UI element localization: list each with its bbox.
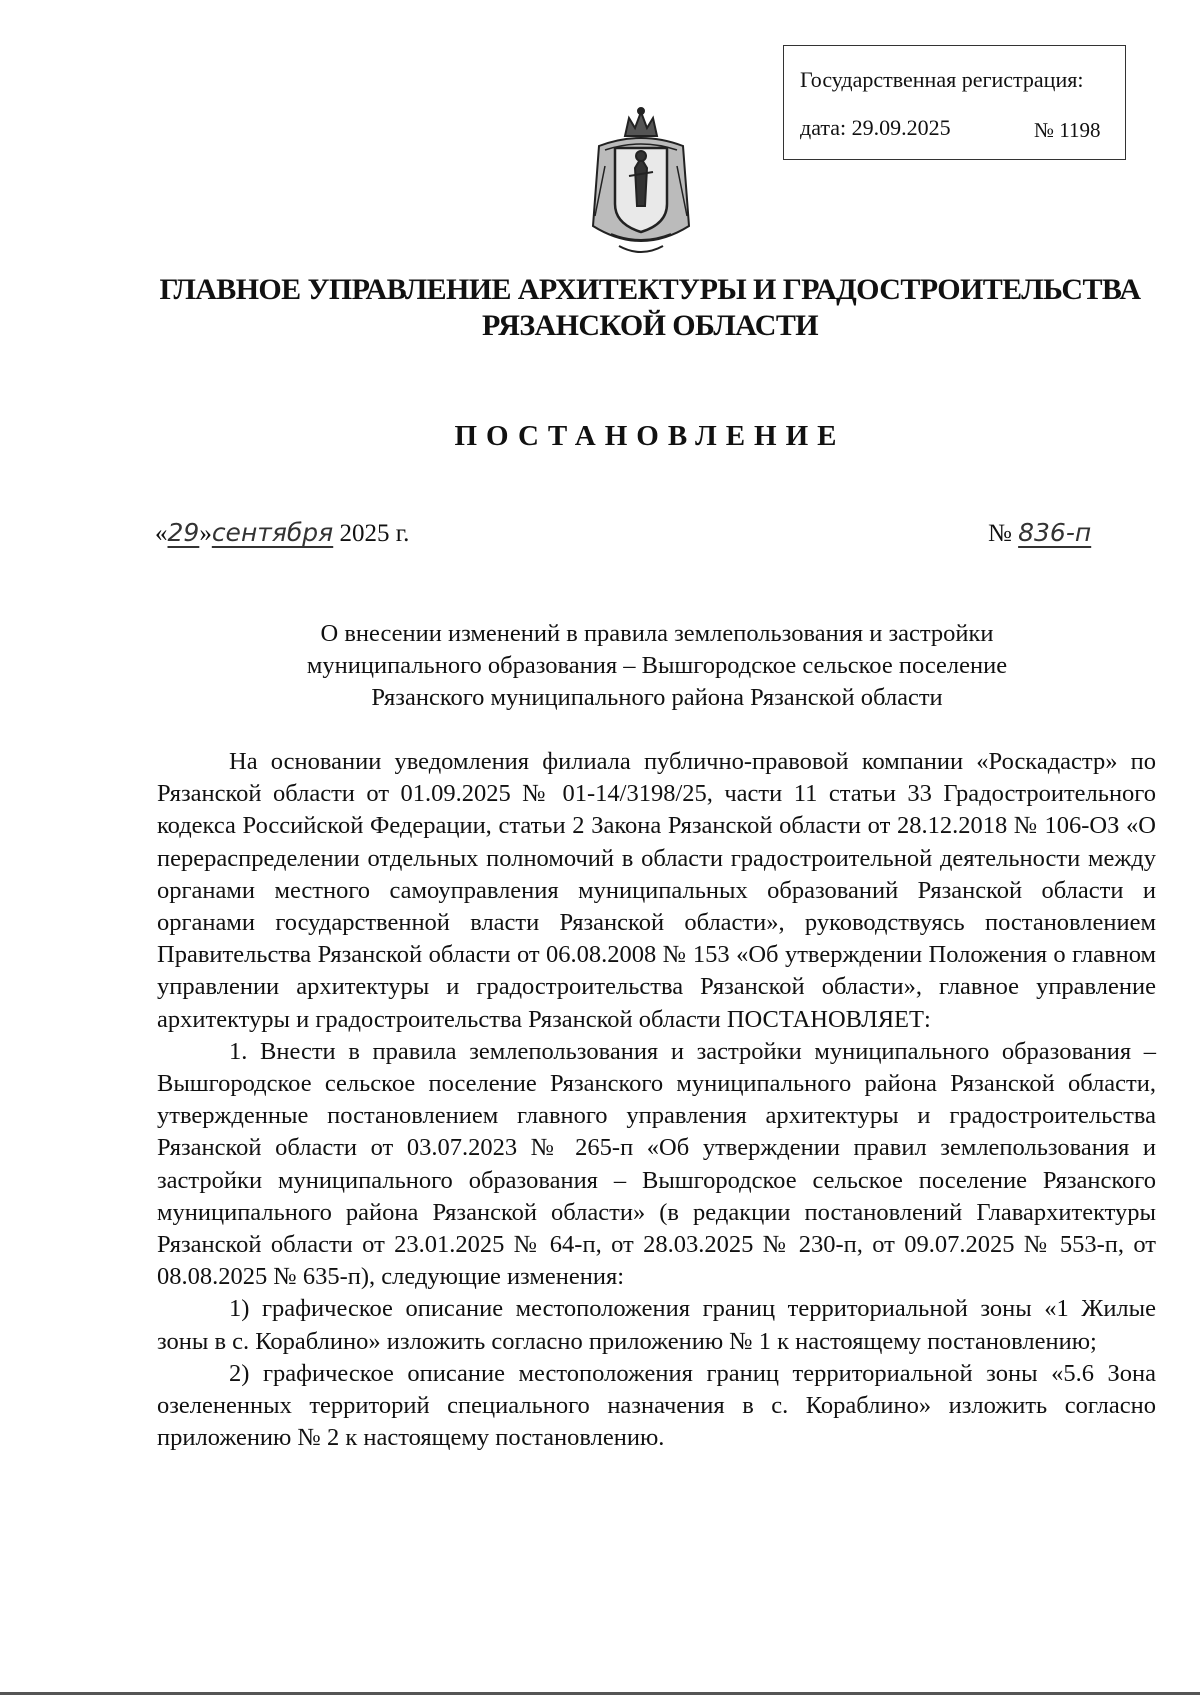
date-close-quote: » (199, 520, 212, 547)
date-month-handwritten: сентября (211, 518, 334, 547)
date-year: 2025 г. (339, 520, 410, 547)
subitem-2-paragraph: 2) графическое описание местоположения границ территориальной зоны «5.6 Зона озелененных территорий специального назначения в с. Кораблино» изложить согласно приложению № 2 к настоящему постановлению. (157, 1359, 1156, 1452)
subject-line2: муниципального образования – Вышгородское сельское поселение (306, 652, 1008, 679)
agency-name-line1: ГЛАВНОЕ УПРАВЛЕНИЕ АРХИТЕКТУРЫ И ГРАДОСТРОИТЕЛЬСТВА (159, 273, 1141, 306)
subitem-1-paragraph: 1) графическое описание местоположения границ территориальной зоны «1 Жилые зоны в с. Кораблино» изложить согласно приложению № 1 к настоящему постановлению; (157, 1295, 1156, 1355)
agency-name-line2: РЯЗАНСКОЙ ОБЛАСТИ (482, 309, 818, 342)
subject-line1: О внесении изменений в правила землепользования и застройки (320, 620, 994, 647)
coat-of-arms-icon (585, 106, 697, 264)
registration-title: Государственная регистрация: (800, 67, 1084, 92)
item-1-paragraph: 1. Внести в правила землепользования и застройки муниципального образования – Вышгородское сельское поселение Рязанского муниципального района Рязанской области, утвержденные постановлением главного управления архитектуры и градостроительства Рязанской области от 03.07.2023 № 265-п «Об утверждении правил землепользования и застройки муниципального образования – Вышгородское сельское поселение Рязанского муниципального района Рязанской области» (в редакции постановлений Главархитектуры Рязанской области от 23.01.2025 № 64-п, от 28.03.2025 № 230-п, от 09.07.2025 № 553-п, от 08.08.2025 № 635-п), следующие изменения: (157, 1037, 1156, 1291)
preamble-paragraph: На основании уведомления филиала публично-правовой компании «Роскадастр» по Рязанской области от 01.09.2025 № 01-14/3198/25, части 11 статьи 33 Градостроительного кодекса Российской Федерации, статьи 2 Закона Рязанской области от 28.12.2018 № 106-ОЗ «О перераспределении отдельных полномочий в области градостроительной деятельности между органами местного самоуправления муниципальных образований Рязанской области и органами государственной власти Рязанской области», руководствуясь постановлением Правительства Рязанской области от 06.08.2008 № 153 «Об утверждении Положения о главном управлении архитектуры и градостроительства Рязанской области», главное управление архитектуры и градостроительства Рязанской области ПОСТАНОВЛЯЕТ: (157, 748, 1156, 1033)
page-bottom-rule (0, 1692, 1200, 1695)
subject-line3: Рязанского муниципального района Рязанской области (371, 684, 943, 711)
registration-date: дата: 29.09.2025 (800, 115, 951, 140)
date-day-handwritten: 29 (167, 518, 200, 547)
registration-stamp (783, 45, 1126, 160)
number-prefix: № (988, 520, 1012, 547)
document-number (988, 518, 1091, 548)
document-subject (157, 618, 1157, 714)
agency-name (0, 272, 1200, 344)
date-open-quote: « (155, 520, 168, 547)
registration-number: № 1198 (1034, 118, 1101, 142)
document-body (157, 746, 1156, 1454)
document-type-heading: ПОСТАНОВЛЕНИЕ (454, 420, 846, 452)
number-handwritten: 836-п (1018, 518, 1092, 547)
document-date (155, 518, 409, 548)
